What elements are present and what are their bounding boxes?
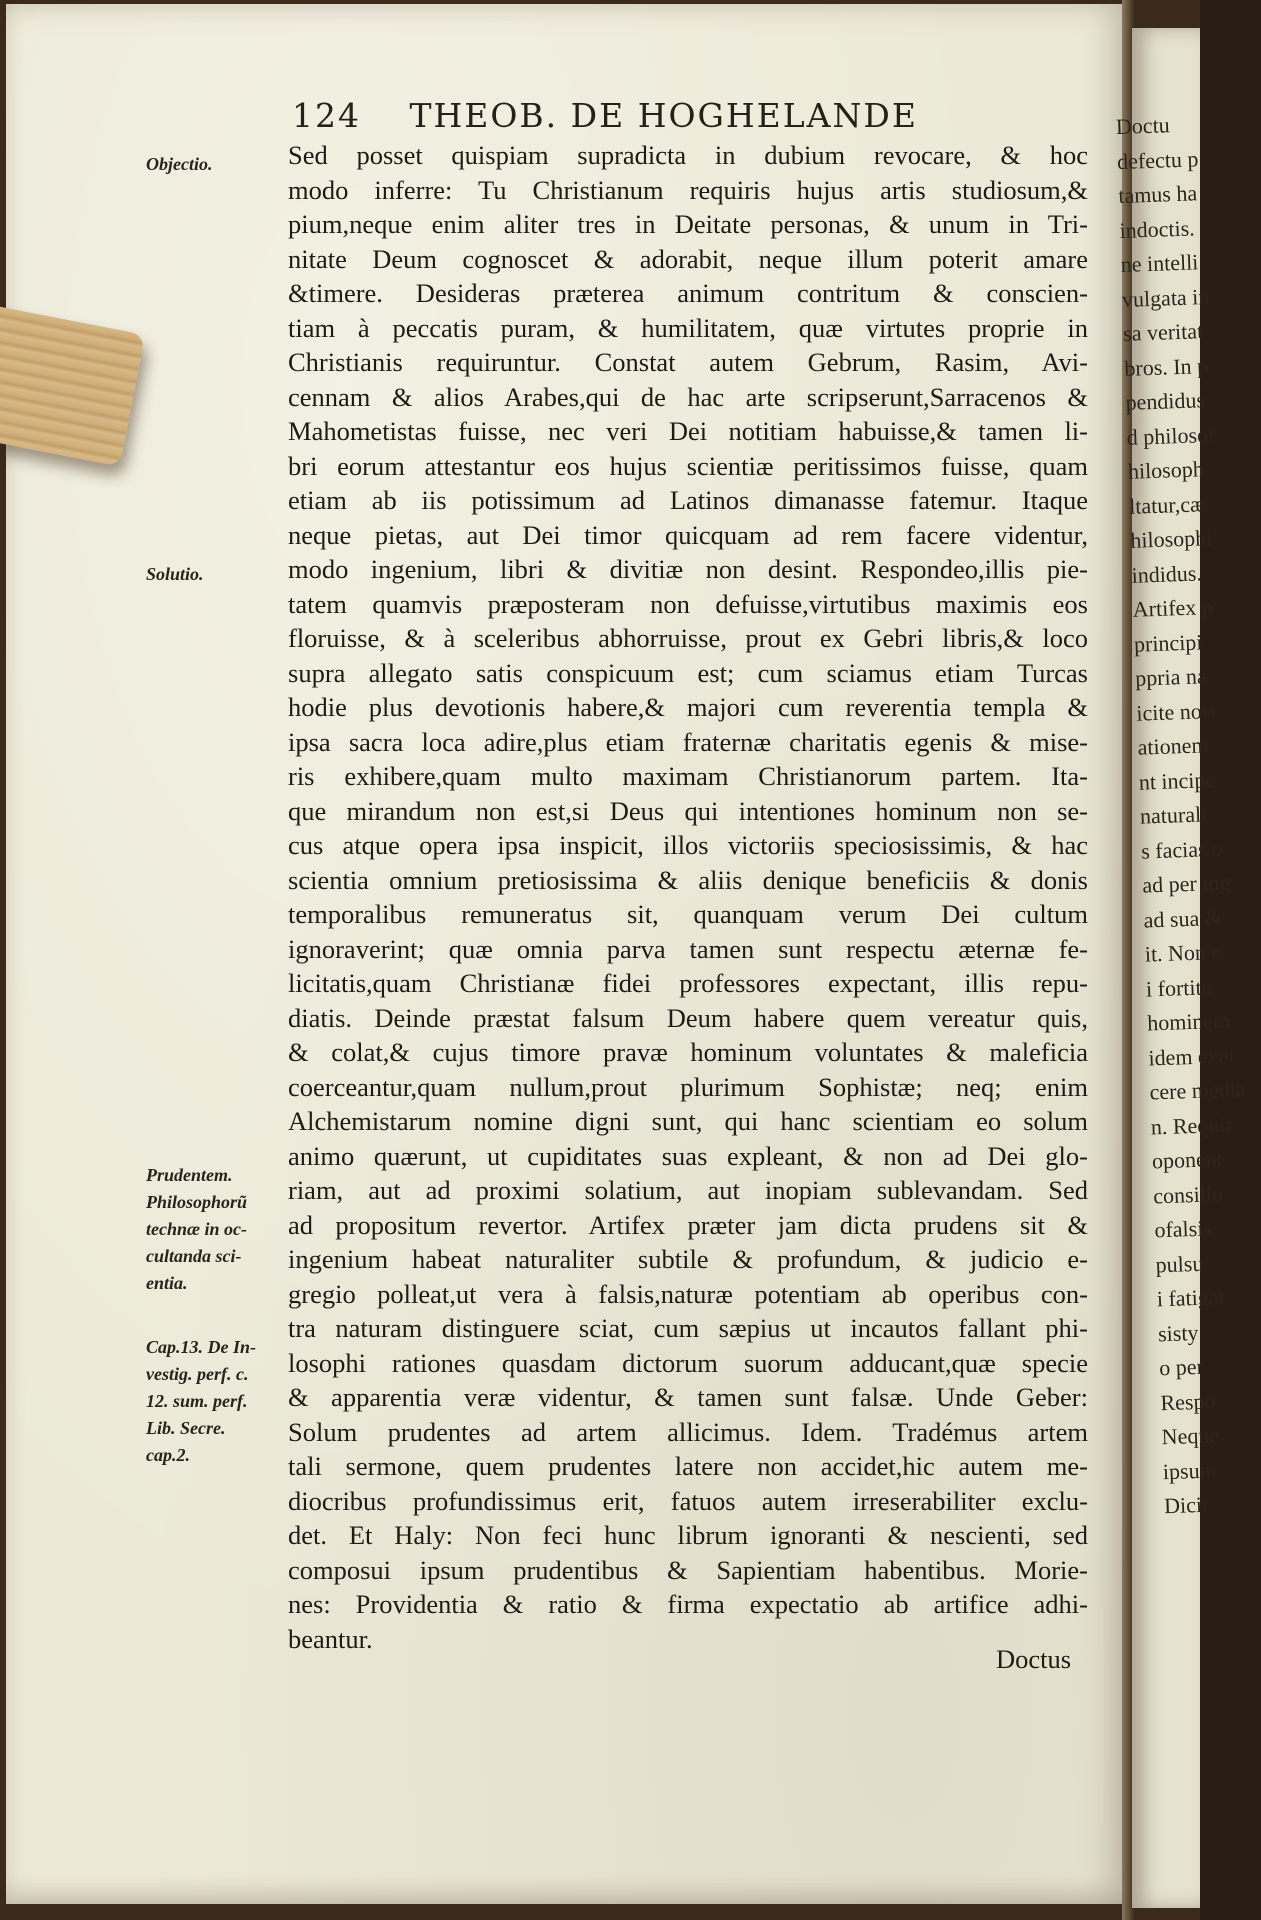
text-line: Sed posset quispiam supradicta in dubium revocare, & hoc	[288, 140, 1088, 170]
marginal-note-line: Cap.13. De In-	[146, 1337, 257, 1357]
text-line: Christianis requiruntur. Constat autem Gebrum, Rasim, Avi-	[288, 347, 1088, 377]
text-line: tiam à peccatis puram, & humilitatem, quæ virtutes proprie in	[288, 312, 1088, 343]
text-line: riam, aut ad proximi solatium, aut inopiam sublevandam. Sed	[288, 1175, 1088, 1205]
marginal-note-line: Objectio.	[146, 154, 213, 174]
text-line: losophi rationes quasdam dictorum suorum adducant,quæ specie	[288, 1347, 1088, 1378]
text-line: & apparentia veræ videntur, & tamen sunt falsæ. Unde Geber:	[288, 1382, 1088, 1412]
right-page-fragment: hilosophi	[1129, 524, 1213, 553]
text-line: tra naturam distinguere sciat, cum sæpius ut incautos fallant phi-	[288, 1313, 1088, 1343]
text-line: floruisse, & à sceleribus abhorruisse, prout ex Gebri libris,& loco	[288, 623, 1088, 653]
marginal-note-line: Prudentem.	[146, 1165, 233, 1185]
marginal-note-line: entia.	[146, 1273, 188, 1293]
page-number: 124	[292, 96, 361, 135]
right-page-fragment: it. Non e	[1144, 938, 1222, 967]
right-page-fragment: hominem	[1146, 1007, 1231, 1036]
right-page-fragment: vulgata in	[1121, 283, 1210, 312]
text-line: beantur.	[288, 1623, 373, 1654]
right-page-fragment: pendidus	[1125, 387, 1206, 415]
marginal-note-line: 12. sum. perf.	[146, 1391, 248, 1411]
text-line: Alchemistarum nomine digni sunt, qui hanc scientiam eo solum	[288, 1106, 1088, 1136]
right-page-fragment: icite nost	[1135, 697, 1217, 726]
text-line: temporalibus remuneratus sit, quanquam verum Dei cultum	[288, 899, 1088, 929]
marginal-note-prudentem	[146, 1162, 286, 1297]
text-line: diatis. Deinde præstat falsum Deum habere quem vereatur quis,	[288, 1002, 1088, 1033]
text-line: modo ingenium, libri & divitiæ non desint. Respondeo,illis pie-	[288, 554, 1088, 584]
right-page-fragment: Doctu	[1115, 112, 1171, 140]
text-line: animo quærunt, ut cupiditates suas expleant, & non ad Dei glo-	[288, 1140, 1088, 1171]
text-line: Mahometistas fuisse, nec veri Dei notitiam habuisse,& tamen li-	[288, 416, 1088, 446]
body-text-block	[288, 138, 1088, 1656]
text-line: scientia omnium pretiosissima & aliis denique beneficiis & donis	[288, 864, 1088, 895]
text-line: & colat,& cujus timore pravæ hominum voluntates & maleficia	[288, 1037, 1088, 1067]
right-page-fragment: oponent	[1151, 1145, 1224, 1174]
right-page-fragment: ad sua &	[1143, 904, 1223, 933]
right-book-page-edge	[1115, 28, 1246, 1908]
right-page-fragment: hilosoph	[1127, 456, 1205, 484]
right-page-fragment: ipsum	[1162, 1456, 1218, 1484]
right-page-fragment: tamus ha	[1117, 180, 1198, 209]
text-line: Solum prudentes ad artem allicimus. Idem. Tradémus artem	[288, 1416, 1088, 1447]
right-page-fragment: defectu p	[1116, 145, 1199, 174]
right-page-fragment: principi	[1133, 628, 1203, 657]
right-page-fragment: ne intelli	[1120, 249, 1199, 278]
right-page-fragment: Neque	[1161, 1422, 1220, 1450]
right-page-fragment: o per	[1158, 1353, 1205, 1381]
text-line: tali sermone, quem prudentes latere non accidet,hic autem me-	[288, 1451, 1088, 1481]
right-page-fragment: bros. In p	[1123, 352, 1209, 381]
text-line: nitate Deum cognoscet & adorabit, neque illum poterit amare	[288, 243, 1088, 274]
right-page-fragment: ltatur,cæ	[1128, 490, 1206, 519]
right-page-fragment: Dicit	[1163, 1491, 1209, 1519]
marginal-note-line: technæ in oc-	[146, 1219, 247, 1239]
text-line: hodie plus devotionis habere,& majori cum reverentia templa &	[288, 692, 1088, 722]
left-book-page	[6, 4, 1128, 1904]
marginal-note-objectio	[146, 151, 286, 178]
text-line: cus atque opera ipsa inspicit, illos victoriis speciosissimis, & hac	[288, 830, 1088, 860]
text-line: supra allegato satis conspicuum est; cum sciamus etiam Turcas	[288, 657, 1088, 688]
right-page-fragment: consilio	[1152, 1180, 1224, 1208]
right-page-fragment: ad per ing	[1141, 869, 1231, 898]
text-line: etiam ab iis potissimum ad Latinos dimanasse fatemur. Itaque	[288, 485, 1088, 515]
marginal-note-citation	[146, 1334, 286, 1469]
right-page-fragment: idem exer	[1147, 1041, 1237, 1071]
text-line: pium,neque enim aliter tres in Deitate personas, & unum in Tri-	[288, 209, 1088, 239]
right-page-fragment: i fortitu	[1145, 973, 1214, 1002]
right-page-text-fragments	[1115, 107, 1260, 1524]
text-line: ris exhibere,quam multo maximam Christianorum partem. Ita-	[288, 761, 1088, 791]
right-page-fragment: i fatigat	[1156, 1284, 1226, 1312]
text-line: composui ipsum prudentibus & Sapientiam habentibus. Morie-	[288, 1554, 1088, 1585]
running-title: THEOB. DE HOGHELANDE	[409, 96, 918, 135]
text-line: diocribus profundissimus erit, fatuos autem irreserabiliter exclu-	[288, 1485, 1088, 1516]
text-line: coerceantur,quam nullum,prout plurimum Sophistæ; neq; enim	[288, 1071, 1088, 1102]
text-line: ad propositum revertor. Artifex præter jam dicta prudens sit &	[288, 1209, 1088, 1240]
right-page-fragment: sisty	[1157, 1319, 1199, 1346]
running-header	[292, 96, 972, 135]
right-page-fragment: Respo	[1160, 1387, 1216, 1415]
marginal-note-line: Solutio.	[146, 564, 204, 584]
right-page-fragment: n. Requir	[1150, 1111, 1234, 1139]
text-line: det. Et Haly: Non feci hunc librum ignoranti & nescienti, sed	[288, 1520, 1088, 1550]
right-page-fragment: d philosof	[1126, 421, 1216, 450]
text-line: ignoraverint; quæ omnia parva tamen sunt respectu æternæ fe-	[288, 933, 1088, 964]
text-line: que mirandum non est,si Deus qui intentiones hominum non se-	[288, 795, 1088, 826]
marginal-note-line: Lib. Secre.	[146, 1418, 226, 1438]
text-line: cennam & alios Arabes,qui de hac arte scripserunt,Sarracenos &	[288, 381, 1088, 412]
right-page-fragment: indidus.	[1131, 559, 1203, 588]
text-line: neque pietas, aut Dei timor quicquam ad rem facere videntur,	[288, 519, 1088, 550]
right-page-fragment: nt incipe	[1138, 766, 1216, 795]
text-line: ipsa sacra loca adire,plus etiam fraternæ charitatis egenis & mise-	[288, 726, 1088, 757]
text-line: tatem quamvis præposteram non defuisse,virtutibus maximis eos	[288, 588, 1088, 619]
right-page-fragment: Artifex p	[1132, 594, 1214, 622]
right-page-fragment: sa veritat	[1122, 318, 1204, 346]
right-page-fragment: pulsu	[1155, 1250, 1204, 1277]
catchword: Doctus	[996, 1644, 1072, 1674]
text-line: modo inferre: Tu Christianum requiris hujus artis studiosum,&	[288, 174, 1088, 205]
wooden-page-marker	[0, 306, 145, 467]
right-page-fragment: ppria na	[1134, 663, 1208, 691]
right-page-fragment: naturali	[1139, 801, 1208, 829]
text-line: bri eorum attestantur eos hujus scientiæ peritissimos fuisse, quam	[288, 450, 1088, 481]
right-page-fragment: cere media	[1149, 1076, 1246, 1105]
marginal-note-line: cultanda sci-	[146, 1246, 242, 1266]
marginal-note-line: cap.2.	[146, 1445, 190, 1465]
text-line: gregio polleat,ut vera à falsis,naturæ potentiam ab operibus con-	[288, 1278, 1088, 1309]
right-page-fragment: indoctis.	[1119, 214, 1196, 243]
right-page-fragment: ationem	[1137, 732, 1209, 760]
text-line: licitatis,quam Christianæ fidei professores expectant, illis repu-	[288, 968, 1088, 998]
right-page-fragment: s facias o	[1140, 835, 1224, 864]
text-line: ingenium habeat naturaliter subtile & profundum, & judicio e-	[288, 1244, 1088, 1274]
marginal-note-line: vestig. perf. c.	[146, 1364, 249, 1384]
right-page-fragment: ofalsis	[1154, 1215, 1213, 1243]
text-line: &timere. Desideras præterea animum contritum & conscien-	[288, 278, 1088, 308]
text-line: nes: Providentia & ratio & firma expectatio ab artifice adhi-	[288, 1589, 1088, 1619]
marginal-note-solutio	[146, 561, 286, 588]
marginal-note-line: Philosophorũ	[146, 1192, 248, 1212]
